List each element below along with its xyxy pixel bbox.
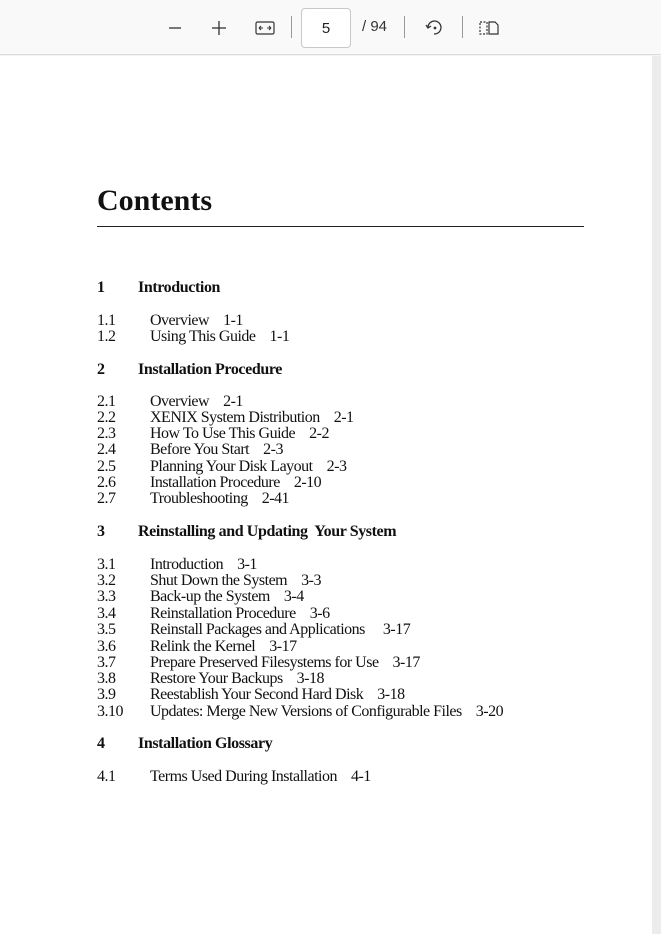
fit-width-button[interactable]	[252, 10, 278, 46]
page-title: Contents	[97, 184, 213, 217]
rotate-button[interactable]	[420, 10, 448, 46]
minus-icon	[168, 21, 182, 35]
fit-width-icon	[255, 21, 275, 35]
page-total: / 94	[362, 18, 388, 35]
pdf-toolbar	[0, 0, 661, 55]
zoom-in-button[interactable]	[206, 10, 232, 46]
scrollbar-track[interactable]	[652, 56, 661, 934]
rotate-icon	[424, 18, 444, 38]
two-page-view-icon	[478, 20, 500, 36]
toolbar-divider	[404, 16, 405, 38]
two-page-view-button[interactable]	[476, 10, 502, 46]
title-rule	[97, 226, 584, 227]
toolbar-divider	[462, 16, 463, 38]
plus-icon	[211, 20, 227, 36]
page-number-input[interactable]: 5	[301, 8, 351, 48]
zoom-out-button[interactable]	[162, 10, 188, 46]
toolbar-divider	[291, 16, 292, 38]
